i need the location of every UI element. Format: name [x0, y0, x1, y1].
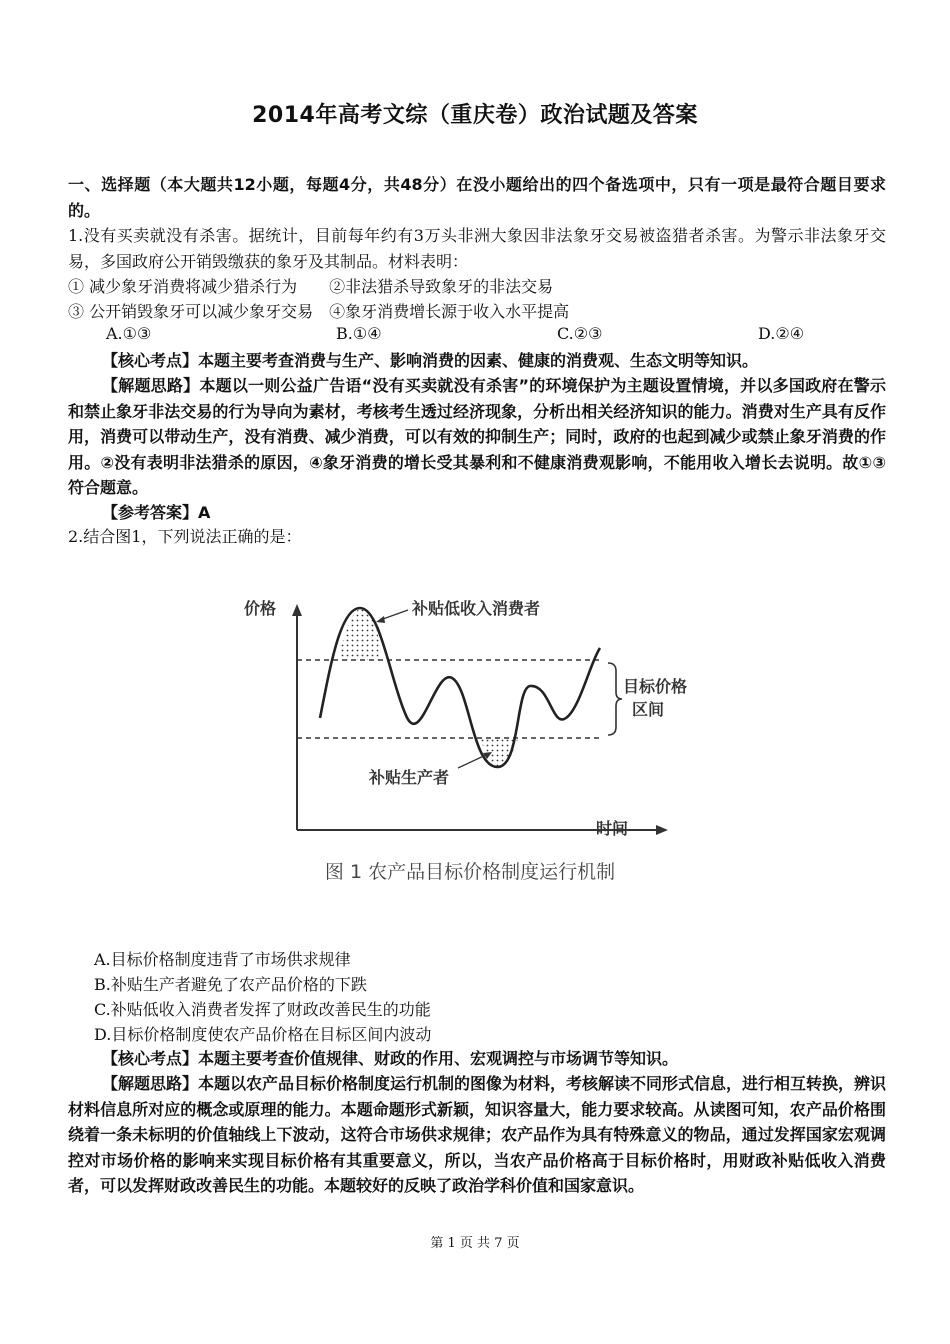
consumer-subsidy-area	[338, 608, 382, 660]
producer-subsidy-label: 补贴生产者	[369, 768, 450, 787]
question-1-option-c: C.②③	[557, 324, 603, 343]
price-mechanism-figure	[230, 568, 710, 893]
question-1-option-d: D.②④	[758, 324, 805, 343]
question-1-option-b: B.①④	[336, 324, 382, 343]
section-heading: 一、选择题（本大题共12小题，每题4分，共48分）在没小题给出的四个备选项中，只有一项是最符合题目要求的。	[68, 175, 886, 220]
question-2-option-a: A.目标价格制度违背了市场供求规律	[94, 950, 351, 969]
target-range-brace	[608, 663, 622, 735]
page-footer: 第 1 页 共 7 页	[430, 1236, 520, 1251]
question-1-option-a: A.①③	[106, 324, 152, 343]
target-range-label-1: 目标价格	[623, 677, 688, 696]
question-2-option-d: D.目标价格制度使农产品价格在目标区间内波动	[94, 1025, 432, 1044]
target-range-label-2: 区间	[632, 700, 665, 719]
question-1-core: 【核心考点】本题主要考查消费与生产、影响消费的因素、健康的消费观、生态文明等知识。	[102, 351, 759, 370]
question-1-analysis: 【解题思路】本题以一则公益广告语“没有买卖就没有杀害”的环境保护为主题设置情境，并以多国政府在警示和禁止象牙非法交易的行为导向为素材，考核考生透过经济现象，分析出相关经济知识的能力。消费对生产具有反作用，消费可以带动生产，没有消费、减少消费，可以有效的抑制生产；同时，政府的也起到减少或禁止象牙消费的作用。②没有表明非法猎杀的原因，④象牙消费的增长受其暴利和不健康消费观影响，不能用收入增长去说明。故①③符合题意。	[68, 376, 886, 497]
question-2-option-c: C.补贴低收入消费者发挥了财政改善民生的功能	[94, 1000, 431, 1019]
question-2-analysis: 【解题思路】本题以农产品目标价格制度运行机制的图像为材料，考核解读不同形式信息，进行相互转换，辨识材料信息所对应的概念或原理的能力。本题命题形式新颖，知识容量大，能力要求较高。从读图可知，农产品价格围绕着一条未标明的价值轴线上下波动，这符合市场供求规律；农产品作为具有特殊意义的物品，通过发挥国家宏观调控对市场价格的影响来实现目标价格有其重要意义，所以，当农产品价格高于目标价格时，用财政补贴低收入消费者，可以发挥财政改善民生的功能。本题较好的反映了政治学科价值和国家意识。	[68, 1074, 887, 1195]
question-2-stem: 2.结合图1，下列说法正确的是：	[68, 527, 302, 546]
figure-caption: 图 1 农产品目标价格制度运行机制	[324, 861, 616, 883]
question-1-stem: 1.没有买卖就没有杀害。据统计，目前每年约有3万头非洲大象因非法象牙交易被盗猎者杀害。为警示非法象牙交易，多国政府公开销毁缴获的象牙及其制品。材料表明：	[68, 226, 886, 271]
question-1-answer: 【参考答案】A	[102, 503, 211, 522]
question-1-statements-2: ③ 公开销毁象牙可以减少象牙交易 ④象牙消费增长源于收入水平提高	[68, 302, 570, 321]
page-title: 2014年高考文综（重庆卷）政治试题及答案	[252, 103, 698, 128]
consumer-subsidy-label: 补贴低收入消费者	[412, 599, 541, 618]
x-axis-arrow	[656, 825, 668, 835]
y-axis-arrow	[292, 604, 302, 616]
question-2-core: 【核心考点】本题主要考查价值规律、财政的作用、宏观调控与市场调节等知识。	[102, 1049, 679, 1068]
x-axis-label: 时间	[596, 819, 629, 838]
producer-label-arrow	[458, 754, 488, 768]
y-axis-label: 价格	[244, 599, 277, 618]
question-1-statements-1: ① 减少象牙消费将减少猎杀行为 ②非法猎杀导致象牙的非法交易	[68, 277, 554, 296]
question-2-option-b: B.补贴生产者避免了农产品价格的下跌	[94, 975, 367, 994]
